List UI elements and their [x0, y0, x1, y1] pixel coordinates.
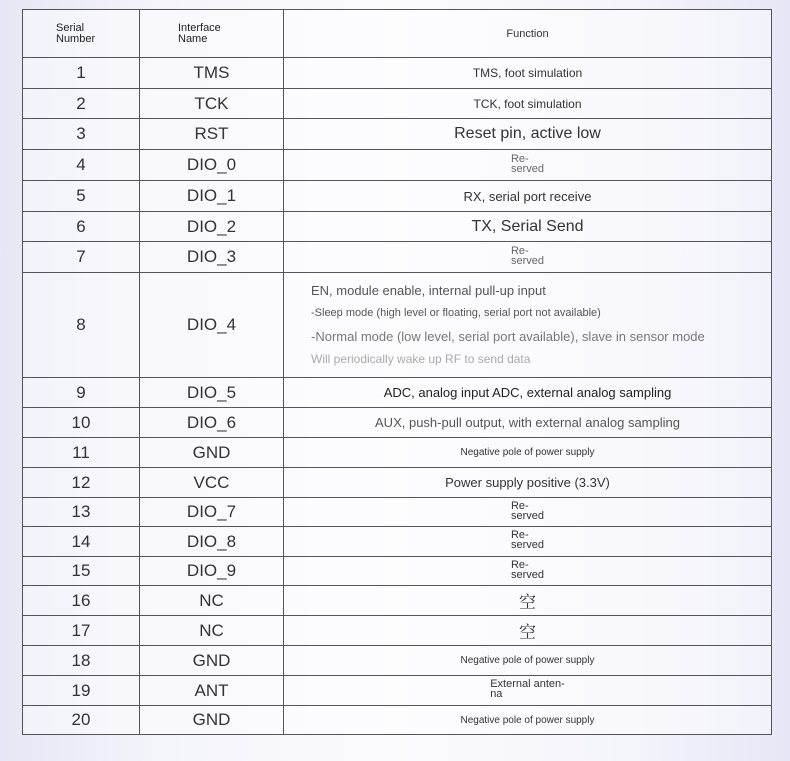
table-row [23, 438, 772, 468]
function-cell: Re- served [284, 498, 772, 527]
serial-number-cell: 13 [23, 498, 140, 527]
function-cell: Negative pole of power supply [284, 706, 772, 735]
table-row [23, 676, 772, 706]
table-row [23, 212, 772, 242]
serial-number-cell: 14 [23, 527, 140, 557]
header-serial-number: Serial Number [23, 10, 140, 58]
serial-number-cell: 5 [23, 181, 140, 212]
table-row [23, 616, 772, 646]
table-row [23, 89, 772, 119]
table-row [23, 498, 772, 527]
function-line: -Sleep mode (high level or floating, serial port not available) [311, 307, 601, 319]
serial-number-cell: 10 [23, 408, 140, 438]
serial-number-cell: 16 [23, 586, 140, 616]
interface-name-cell: NC [140, 586, 284, 616]
function-line: EN, module enable, internal pull-up input [311, 283, 546, 298]
interface-name-cell: DIO_5 [140, 378, 284, 408]
interface-name-cell: DIO_8 [140, 527, 284, 557]
table-row [23, 408, 772, 438]
serial-number-cell: 2 [23, 89, 140, 119]
table-row [23, 646, 772, 676]
function-cell: Reset pin, active low [284, 119, 772, 150]
table-row [23, 150, 772, 181]
table-row [23, 181, 772, 212]
function-cell: ADC, analog input ADC, external analog sampling [284, 378, 772, 408]
serial-number-cell: 8 [23, 273, 140, 378]
interface-name-cell: NC [140, 616, 284, 646]
function-cell: TMS, foot simulation [284, 58, 772, 89]
serial-number-cell: 12 [23, 468, 140, 498]
function-cell: Re- served [284, 557, 772, 586]
table-row [23, 58, 772, 89]
serial-number-cell: 4 [23, 150, 140, 181]
interface-name-cell: ANT [140, 676, 284, 706]
function-cell: Re- served [284, 527, 772, 557]
interface-name-cell: GND [140, 438, 284, 468]
serial-number-cell: 11 [23, 438, 140, 468]
function-cell: AUX, push-pull output, with external analog sampling [284, 408, 772, 438]
serial-number-cell: 15 [23, 557, 140, 586]
function-cell: Negative pole of power supply [284, 438, 772, 468]
function-cell: TCK, foot simulation [284, 89, 772, 119]
interface-name-cell: DIO_6 [140, 408, 284, 438]
interface-name-cell: VCC [140, 468, 284, 498]
function-cell: RX, serial port receive [284, 181, 772, 212]
table-row [23, 527, 772, 557]
table-row [23, 586, 772, 616]
table-row [23, 378, 772, 408]
table-row [23, 557, 772, 586]
interface-name-cell: DIO_9 [140, 557, 284, 586]
serial-number-cell: 3 [23, 119, 140, 150]
serial-number-cell: 18 [23, 646, 140, 676]
header-function: Function [284, 10, 772, 58]
function-cell: 空 [284, 616, 772, 646]
function-cell: External anten- na [284, 676, 772, 706]
table-row [23, 242, 772, 273]
interface-name-cell: DIO_1 [140, 181, 284, 212]
serial-number-cell: 19 [23, 676, 140, 706]
interface-name-cell: DIO_7 [140, 498, 284, 527]
table-row [23, 468, 772, 498]
function-cell: Negative pole of power supply [284, 646, 772, 676]
function-cell: Re- served [284, 242, 772, 273]
table-row [23, 706, 772, 735]
function-cell: TX, Serial Send [284, 212, 772, 242]
function-line: Will periodically wake up RF to send data [311, 352, 531, 366]
header-interface-name: Interface Name [140, 10, 284, 58]
interface-name-cell: RST [140, 119, 284, 150]
serial-number-cell: 20 [23, 706, 140, 735]
pin-function-table [22, 9, 772, 735]
interface-name-cell: DIO_2 [140, 212, 284, 242]
interface-name-cell: DIO_3 [140, 242, 284, 273]
function-cell [284, 273, 772, 378]
serial-number-cell: 17 [23, 616, 140, 646]
serial-number-cell: 6 [23, 212, 140, 242]
serial-number-cell: 9 [23, 378, 140, 408]
interface-name-cell: TCK [140, 89, 284, 119]
table-row [23, 273, 772, 378]
interface-name-cell: DIO_0 [140, 150, 284, 181]
interface-name-cell: TMS [140, 58, 284, 89]
table-row [23, 119, 772, 150]
header-row [23, 10, 772, 58]
function-cell: Re- served [284, 150, 772, 181]
function-line: -Normal mode (low level, serial port available), slave in sensor mode [311, 329, 705, 344]
function-cell: 空 [284, 586, 772, 616]
function-cell: Power supply positive (3.3V) [284, 468, 772, 498]
interface-name-cell: DIO_4 [140, 273, 284, 378]
interface-name-cell: GND [140, 706, 284, 735]
serial-number-cell: 1 [23, 58, 140, 89]
serial-number-cell: 7 [23, 242, 140, 273]
interface-name-cell: GND [140, 646, 284, 676]
